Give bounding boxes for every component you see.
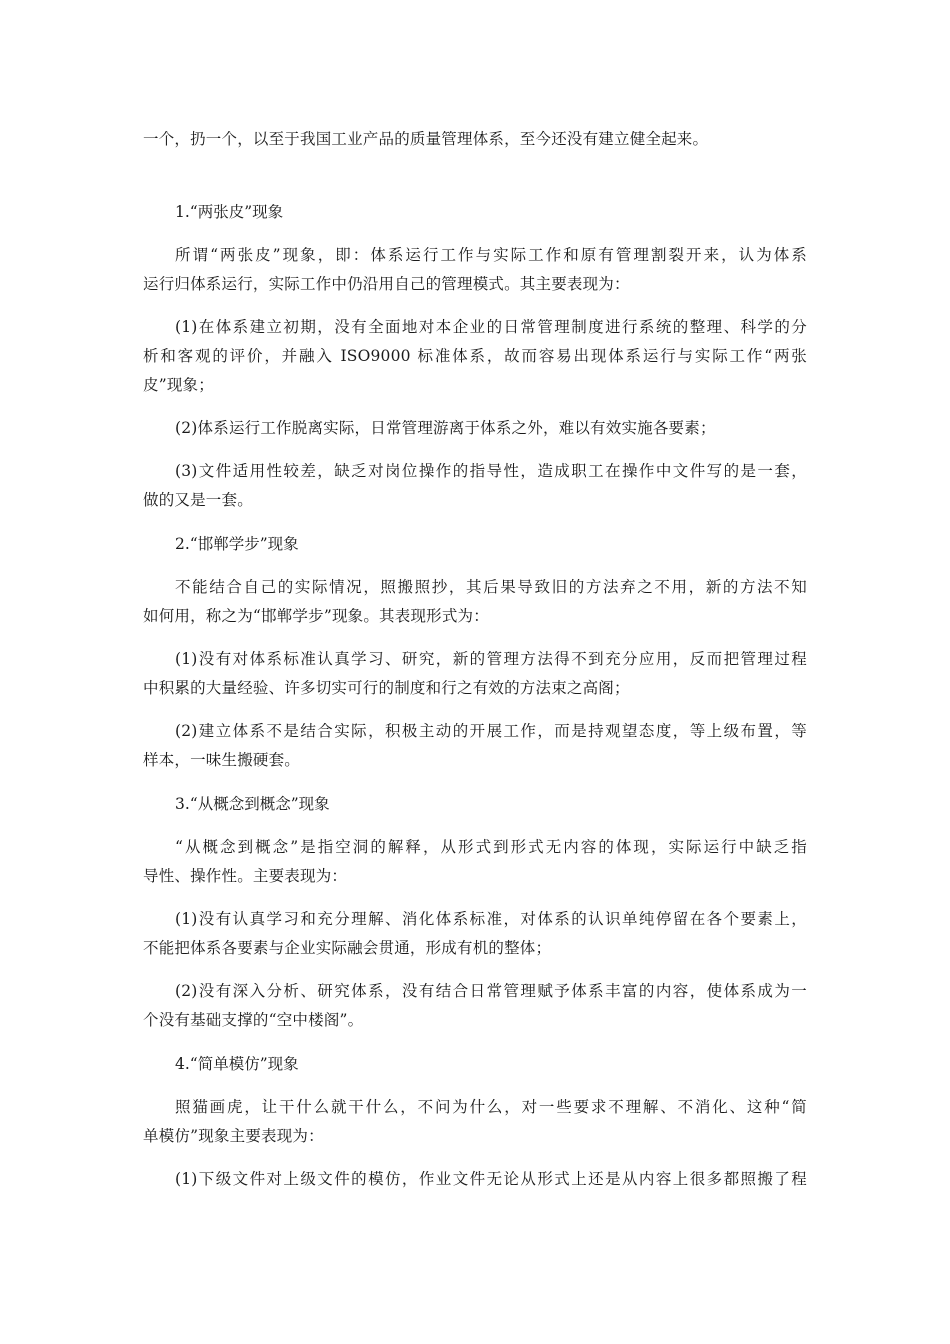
list-item-line: 做的又是一套。 (143, 491, 253, 509)
list-item-line: (3)文件适用性较差，缺乏对岗位操作的指导性，造成职工在操作中文件写的是一套， (175, 462, 807, 480)
list-item-line: (2)没有深入分析、研究体系，没有结合日常管理赋予体系丰富的内容，使体系成为一 (175, 982, 807, 1000)
list-item-line: (2)建立体系不是结合实际，积极主动的开展工作，而是持观望态度，等上级布置，等 (175, 722, 807, 740)
section-intro-line: 如何用，称之为“邯郸学步”现象。其表现形式为： (143, 607, 489, 625)
paragraph-continuation: 一个，扔一个，以至于我国工业产品的质量管理体系，至今还没有建立健全起来。 (143, 130, 709, 148)
list-item-line: (1)在体系建立初期，没有全面地对本企业的日常管理制度进行系统的整理、科学的分 (175, 318, 807, 336)
list-item-line: 个没有基础支撑的“空中楼阁”。 (143, 1011, 364, 1029)
list-item-line: (2)体系运行工作脱离实际，日常管理游离于体系之外，难以有效实施各要素； (175, 419, 716, 437)
section-intro-line: “从概念到概念”是指空洞的解释，从形式到形式无内容的体现，实际运行中缺乏指 (175, 838, 807, 856)
list-item-line: (1)下级文件对上级文件的模仿，作业文件无论从形式上还是从内容上很多都照搬了程 (175, 1170, 807, 1188)
list-item-line: 皮”现象； (143, 376, 214, 394)
list-item-line: 样本，一味生搬硬套。 (143, 751, 301, 769)
section-heading: 4.“简单模仿”现象 (175, 1055, 299, 1073)
section-intro-line: 单模仿”现象主要表现为： (143, 1127, 324, 1145)
list-item-line: 中积累的大量经验、许多切实可行的制度和行之有效的方法束之高阁； (143, 679, 630, 697)
list-item-line: (1)没有对体系标准认真学习、研究，新的管理方法得不到充分应用，反而把管理过程 (175, 650, 807, 668)
list-item-line: 不能把体系各要素与企业实际融会贯通，形成有机的整体； (143, 939, 552, 957)
section-heading: 3.“从概念到概念”现象 (175, 795, 330, 813)
section-intro-line: 所谓“两张皮”现象，即：体系运行工作与实际工作和原有管理割裂开来，认为体系 (175, 246, 807, 264)
document-page (143, 0, 807, 1344)
section-heading: 1.“两张皮”现象 (175, 203, 284, 221)
list-item-line: (1)没有认真学习和充分理解、消化体系标准，对体系的认识单纯停留在各个要素上， (175, 910, 807, 928)
section-intro-line: 不能结合自己的实际情况，照搬照抄，其后果导致旧的方法弃之不用，新的方法不知 (175, 578, 807, 596)
section-intro-line: 照猫画虎，让干什么就干什么，不问为什么，对一些要求不理解、不消化、这种“简 (175, 1098, 807, 1116)
list-item-line: 析和客观的评价，并融入 ISO9000 标准体系，故而容易出现体系运行与实际工作“两张 (143, 347, 807, 365)
section-intro-line: 导性、操作性。主要表现为： (143, 867, 348, 885)
section-heading: 2.“邯郸学步”现象 (175, 535, 299, 553)
section-intro-line: 运行归体系运行，实际工作中仍沿用自己的管理模式。其主要表现为： (143, 275, 630, 293)
